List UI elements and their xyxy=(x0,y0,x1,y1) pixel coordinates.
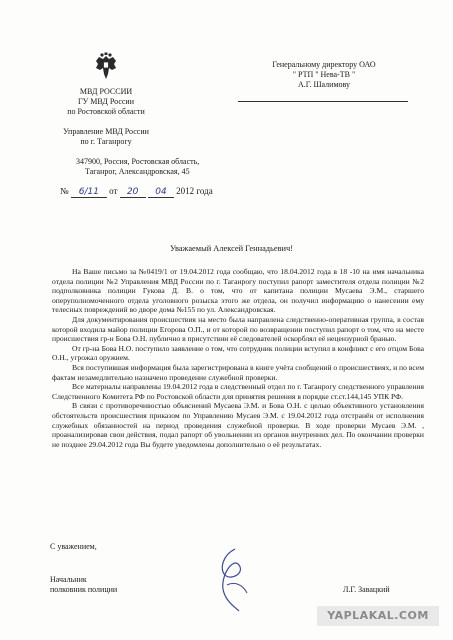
body-paragraph-4: Вся поступившая информация была зарегистрирована в книге учёта сообщений о происшествиях, и по всем фактам незамедлительно назначено проведение служебной проверки. xyxy=(52,362,424,382)
recipient-line3: А.Г. Шалимову xyxy=(297,80,351,89)
body-paragraph-5: Все материалы направлены 19.04.2012 года в следственный отдел по г. Таганрогу следственного управления Следственного Комитета РФ по Ростовской области для принятия решения в порядке ст.ст.144,145 УПК РФ. xyxy=(52,382,424,401)
sender-org-line1: МВД РОССИИ xyxy=(79,87,133,96)
sender-org-line3: по Ростовской области xyxy=(67,107,145,116)
number-prefix: № xyxy=(60,186,69,196)
date-day: 20 xyxy=(120,187,146,198)
letter-body xyxy=(52,267,424,449)
recipient-line1: Генеральному директору ОАО xyxy=(272,60,376,69)
number-value: 6/11 xyxy=(71,187,107,198)
recipient-underline xyxy=(238,101,408,102)
sender-org-line4: Управление МВД России xyxy=(63,127,149,136)
body-paragraph-6: В связи с противоречивостью объяснений Мусаева Э.М. и Бова О.Н. с целью объективного установления обстоятельств происшествия приказом по Управлению Мусаев Э.М. с 19.04.2012 года отстранён от исполнения служебных обязанностей на период проведения служебной проверки. В ходе проверки Мусаев Э.М. , проанализировав свои действия, подал рапорт об увольнении из органов внутренних дел. По окончании проверки не позднее 29.04.2012 года Вы будете уведомлены дополнительно о её результатах. xyxy=(52,401,424,449)
recipient-line2: " РТП " Нева-ТВ " xyxy=(292,70,356,79)
sender-org-line5: по г. Таганрогу xyxy=(80,137,132,146)
body-paragraph-3: От гр-на Бова Н.О. поступило заявление о том, что сотрудник полиции вступил в конфликт с его отцом Бова О.Н., угрожал оружием. xyxy=(52,343,424,363)
sender-address-line1: 347900, Россия, Ростовская область, xyxy=(76,157,200,166)
site-watermark: YAPLAKAL.COM xyxy=(317,606,439,626)
outgoing-number xyxy=(60,186,213,198)
signatory-title2: полковник полиции xyxy=(50,585,118,594)
sender-org-line2: ГУ МВД России xyxy=(77,97,134,106)
double-headed-eagle-icon xyxy=(93,52,119,82)
handwritten-signature xyxy=(205,545,265,615)
signatory-title1: Начальник xyxy=(50,575,87,584)
date-month: 04 xyxy=(148,187,174,198)
body-paragraph-1: На Ваше письмо за №0419/1 от 19.04.2012 года сообщаю, что 18.04.2012 года в 18 -10 на имя начальника отдела полиции №2 Управления МВД России по г. Таганрогу поступил рапорт заместителя отдела полиции №2 подполковника полиции Гукова Д. В. о том, что от капитана полиции Мусаева Э.М., старшего оперуполномоченного отдела уголовного розыска этого же отдела, он получил информацию о нанесении ему телесных повреждений во дворе дома №155 по ул. Александровская. xyxy=(52,267,424,315)
date-prefix: от xyxy=(109,186,118,196)
body-paragraph-2: Для документирования происшествия на место была направлена следственно-оперативная группа, в состав которой входила майор полиции Егорова О.П., и от которой по возвращении поступил рапорт о том, что на месте происшествия гр-н Бова О.Н. публично в присутствии её следователей оскорблял её нецензурной бранью. xyxy=(52,314,424,344)
date-year: 2012 года xyxy=(176,186,213,196)
closing: С уважением, xyxy=(50,542,97,551)
signatory-name: Л.Г. Завацкий xyxy=(343,585,390,594)
sender-address-line2: Таганрог, Александровская, 45 xyxy=(85,167,190,176)
salutation: Уважаемый Алексей Геннадьевич! xyxy=(170,244,294,253)
